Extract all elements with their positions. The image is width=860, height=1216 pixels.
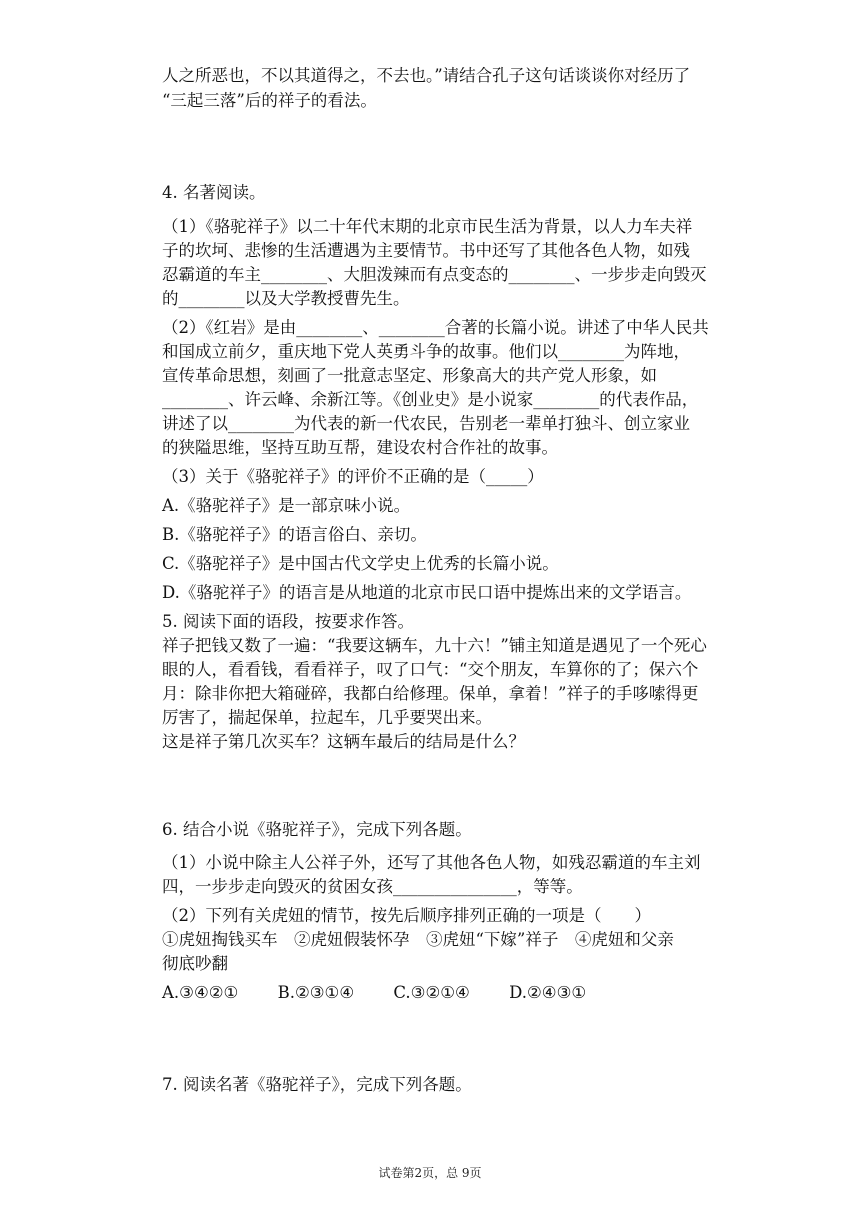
text-line-l12: 讲述了以________为代表的新一代农民，告别老一辈单打独斗、创立家业 (162, 414, 690, 433)
text-line-l7: 的________以及大学教授曹先生。 (162, 289, 410, 308)
text-line-l30: 彻底吵翻 (162, 954, 228, 973)
text-line-l26: （1）小说中除主人公祥子外，还写了其他各色人物，如残忍霸道的车主刘 (162, 853, 701, 872)
text-line-l22: 月：除非你把大箱碰碎，我都白给修理。保单，拿着！”祥子的手哆嗦得更 (162, 684, 699, 703)
text-line-l20: 祥子把钱又数了一遍：“我要这辆车，九十六！”铺主知道是遇见了一个死心 (162, 636, 707, 655)
text-line-l3: 4. 名著阅读。 (162, 183, 266, 202)
text-line-l25: 6. 结合小说《骆驼祥子》，完成下列各题。 (162, 820, 472, 839)
text-line-l29: ①虎妞掏钱买车 ②虎妞假装怀孕 ③虎妞“下嫁”祥子 ④虎妞和父亲 (162, 930, 674, 949)
option-b: B.②③①④ (277, 983, 355, 1002)
text-line-l9: 和国成立前夕，重庆地下党人英勇斗争的故事。他们以________为阵地， (162, 342, 690, 361)
text-line-l17: C.《骆驼祥子》是中国古代文学史上优秀的长篇小说。 (162, 554, 559, 573)
text-line-l27: 四，一步步走向毁灭的贫困女孩_______________，等等。 (162, 877, 583, 896)
option-d: D.②④③① (509, 983, 587, 1002)
option-a: A.③④②① (162, 983, 239, 1002)
page-footer: 试卷第2页，总 9页 (378, 1166, 482, 1180)
text-line-l10: 宣传革命思想，刻画了一批意志坚定、形象高大的共产党人形象，如 (162, 366, 657, 385)
option-c: C.③②①④ (393, 983, 470, 1002)
text-line-l2: “三起三落”后的祥子的看法。 (162, 91, 377, 110)
text-line-l15: A.《骆驼祥子》是一部京味小说。 (162, 496, 411, 515)
text-line-l21: 眼的人，看看钱，看看祥子，叹了口气：“交个朋友，车算你的了；保六个 (162, 660, 699, 679)
text-line-l11: ________、许云峰、余新江等。《创业史》是小说家________的代表作品， (162, 390, 699, 409)
text-line-l4: （1）《骆驼祥子》以二十年代末期的北京市民生活为背景，以人力车夫祥 (162, 217, 693, 236)
text-line-l18: D.《骆驼祥子》的语言是从地道的北京市民口语中提炼出来的文学语言。 (162, 583, 692, 602)
text-line-l24: 这是祥子第几次买车？这辆车最后的结局是什么？ (162, 732, 525, 751)
text-line-l28: （2）下列有关虎妞的情节，按先后顺序排列正确的一项是（ ） (162, 906, 651, 925)
text-line-l13: 的狭隘思维，坚持互助互帮，建设农村合作社的故事。 (162, 438, 558, 457)
text-line-l6: 忍霸道的车主________、大胆泼辣而有点变态的________、一步步走向毁灭 (162, 265, 707, 284)
text-line-l8: （2）《红岩》是由________、________合著的长篇小说。讲述了中华人民共 (162, 318, 709, 337)
text-line-l23: 厉害了，揣起保单，拉起车，几乎要哭出来。 (162, 708, 492, 727)
text-line-l19: 5. 阅读下面的语段，按要求作答。 (162, 612, 414, 631)
text-line-l32: 7. 阅读名著《骆驼祥子》，完成下列各题。 (162, 1075, 472, 1094)
text-line-l14: （3）关于《骆驼祥子》的评价不正确的是（_____） (162, 467, 544, 486)
text-line-l1: 人之所恶也，不以其道得之，不去也。”请结合孔子这句话谈谈你对经历了 (162, 66, 691, 85)
text-line-l16: B.《骆驼祥子》的语言俗白、亲切。 (162, 525, 427, 544)
text-line-l5: 子的坎坷、悲惨的生活遭遇为主要情节。书中还写了其他各色人物，如残 (162, 241, 690, 260)
answer-options (162, 981, 620, 1005)
